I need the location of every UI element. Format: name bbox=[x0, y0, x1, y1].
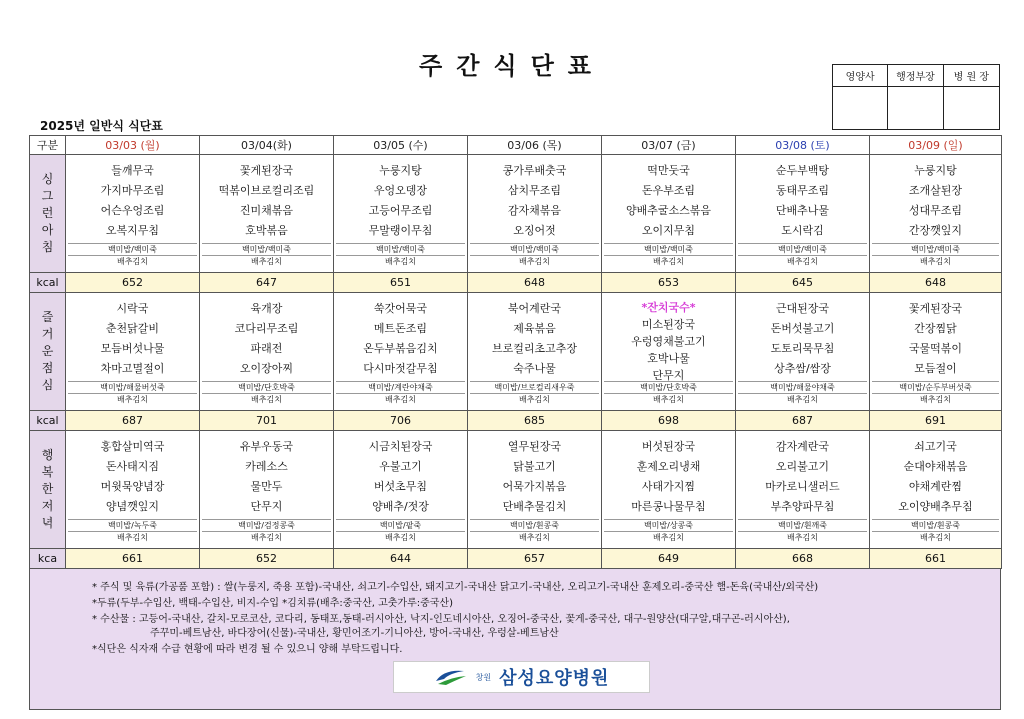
meal-row bbox=[30, 293, 1002, 411]
kcal-value: 649 bbox=[602, 549, 736, 569]
menu-rice-porridge: 백미밥/백미죽 bbox=[738, 243, 867, 255]
menu-rice-porridge: 백미밥/흰콩죽 bbox=[470, 519, 599, 531]
menu-item: 돈우부조림 bbox=[641, 184, 696, 197]
meal-label-char: 즐 bbox=[41, 310, 54, 324]
menu-rice-porridge: 백미밥/녹두죽 bbox=[68, 519, 197, 531]
menu-item: 쇠고기국 bbox=[914, 440, 957, 453]
menu-item: 북어계란국 bbox=[507, 302, 562, 315]
note-line: *식단은 식자재 수급 현황에 따라 변경 될 수 있으니 양해 부탁드립니다. bbox=[92, 644, 403, 655]
approval-director: 병 원 장 bbox=[944, 65, 999, 87]
menu-item: 오이장아찌 bbox=[239, 362, 294, 375]
menu-kimchi: 배추김치 bbox=[202, 531, 331, 543]
menu-item: 양념깻잎지 bbox=[105, 500, 160, 513]
menu-rice-porridge: 백미밥/흰깨죽 bbox=[738, 519, 867, 531]
menu-item: 마른콩나물무침 bbox=[631, 500, 706, 513]
menu-item: 돈버섯불고기 bbox=[770, 322, 835, 335]
menu-item: 순두부백탕 bbox=[775, 164, 830, 177]
menu-item: 진미채볶음 bbox=[239, 204, 294, 217]
menu-item: 마카로니샐러드 bbox=[765, 480, 840, 493]
meal-label-char: 운 bbox=[41, 344, 54, 358]
menu-item: 육개장 bbox=[250, 302, 283, 315]
menu-item: 훈제오리냉채 bbox=[636, 460, 701, 473]
kcal-value: 661 bbox=[66, 549, 200, 569]
kcal-value: 691 bbox=[870, 411, 1002, 431]
menu-item: 감자계란국 bbox=[775, 440, 830, 453]
page-title: 주간식단표 bbox=[419, 52, 605, 80]
menu-item: 열무된장국 bbox=[507, 440, 562, 453]
menu-rice-porridge: 백미밥/백미죽 bbox=[872, 243, 999, 255]
menu-kimchi: 배추김치 bbox=[68, 255, 197, 267]
menu-item: 꽃게된장국 bbox=[908, 302, 963, 315]
kcal-value: 652 bbox=[200, 549, 334, 569]
meal-label-char: 침 bbox=[41, 240, 54, 254]
menu-cell bbox=[66, 155, 200, 273]
menu-kimchi: 배추김치 bbox=[470, 531, 599, 543]
menu-item: 들깨무국 bbox=[111, 164, 154, 177]
menu-rice-porridge: 백미밥/백미죽 bbox=[336, 243, 465, 255]
menu-item: 국물떡볶이 bbox=[908, 342, 963, 355]
day-thu: 03/06 (목) bbox=[468, 136, 602, 155]
menu-cell bbox=[334, 155, 468, 273]
day-fri: 03/07 (금) bbox=[602, 136, 736, 155]
kcal-value: 701 bbox=[200, 411, 334, 431]
menu-rice-porridge: 백미밥/상콩죽 bbox=[604, 519, 733, 531]
menu-cell bbox=[736, 431, 870, 549]
menu-item: 온두부볶음김치 bbox=[363, 342, 438, 355]
meal-label bbox=[30, 431, 66, 549]
menu-item: 카레소스 bbox=[245, 460, 288, 473]
menu-cell bbox=[200, 293, 334, 411]
menu-item: 성대무조림 bbox=[908, 204, 963, 217]
menu-item: 쑥갓어묵국 bbox=[373, 302, 428, 315]
menu-item: 춘천닭갈비 bbox=[105, 322, 160, 335]
menu-cell bbox=[200, 155, 334, 273]
menu-item: 도토리묵무침 bbox=[770, 342, 835, 355]
approval-dietitian: 영양사 bbox=[833, 65, 888, 87]
menu-item: 돈사태지짐 bbox=[105, 460, 160, 473]
menu-item: 가지마무조림 bbox=[100, 184, 165, 197]
menu-kimchi: 배추김치 bbox=[604, 531, 733, 543]
menu-kimchi: 배추김치 bbox=[604, 255, 733, 267]
kcal-value: 651 bbox=[334, 273, 468, 293]
meal-label-char: 한 bbox=[41, 482, 54, 496]
menu-subtitle: 2025년 일반식 식단표 bbox=[40, 119, 163, 133]
meal-label-char: 점 bbox=[41, 361, 54, 375]
menu-item: 시금치된장국 bbox=[368, 440, 433, 453]
menu-cell bbox=[468, 155, 602, 273]
menu-kimchi: 배추김치 bbox=[202, 393, 331, 405]
menu-kimchi: 배추김치 bbox=[68, 393, 197, 405]
menu-item: 어묵가지볶음 bbox=[502, 480, 567, 493]
kcal-value: 698 bbox=[602, 411, 736, 431]
menu-rice-porridge: 백미밥/백미죽 bbox=[202, 243, 331, 255]
menu-item: 누룽지탕 bbox=[914, 164, 957, 177]
menu-kimchi: 배추김치 bbox=[872, 393, 999, 405]
approval-sign-2 bbox=[888, 87, 943, 129]
menu-item: 닭불고기 bbox=[513, 460, 556, 473]
menu-item: 차마고멸절이 bbox=[100, 362, 165, 375]
menu-cell bbox=[66, 431, 200, 549]
meal-label-char: 아 bbox=[41, 223, 54, 237]
menu-item: 떡볶이브로컬리조림 bbox=[218, 184, 315, 197]
kcal-row bbox=[30, 549, 1002, 569]
hospital-logo bbox=[393, 661, 650, 693]
menu-rice-porridge: 백미밥/흰콩죽 bbox=[872, 519, 999, 531]
approval-sign-1 bbox=[833, 87, 888, 129]
menu-cell bbox=[870, 293, 1002, 411]
menu-item: 숙주나물 bbox=[513, 362, 556, 375]
menu-rice-porridge: 백미밥/백미죽 bbox=[470, 243, 599, 255]
menu-item: 홍합살미역국 bbox=[100, 440, 165, 453]
kcal-label: kcal bbox=[30, 411, 66, 431]
header-label: 구분 bbox=[30, 136, 66, 155]
menu-item: 콩가루배춧국 bbox=[502, 164, 567, 177]
menu-item: 오복지무침 bbox=[105, 224, 160, 237]
kcal-value: 687 bbox=[66, 411, 200, 431]
meal-label-char: 행 bbox=[41, 448, 54, 462]
menu-item: 모듬절이 bbox=[914, 362, 957, 375]
menu-kimchi: 배추김치 bbox=[470, 393, 599, 405]
logo-name: 삼성요양병원 bbox=[499, 668, 610, 689]
menu-kimchi: 배추김치 bbox=[872, 255, 999, 267]
kcal-value: 652 bbox=[66, 273, 200, 293]
menu-cell bbox=[334, 431, 468, 549]
menu-item: *잔치국수* bbox=[641, 301, 696, 314]
menu-rice-porridge: 백미밥/팥죽 bbox=[336, 519, 465, 531]
day-sat: 03/08 (토) bbox=[736, 136, 870, 155]
menu-cell bbox=[334, 293, 468, 411]
kcal-row bbox=[30, 411, 1002, 431]
kcal-value: 648 bbox=[468, 273, 602, 293]
menu-rice-porridge: 백미밥/백미죽 bbox=[604, 243, 733, 255]
menu-item: 오징어젓 bbox=[513, 224, 556, 237]
logo-mark-icon bbox=[434, 667, 468, 687]
menu-item: 우불고기 bbox=[379, 460, 422, 473]
menu-item: 유부우동국 bbox=[239, 440, 294, 453]
kcal-row bbox=[30, 273, 1002, 293]
kcal-label: kcal bbox=[30, 273, 66, 293]
menu-kimchi: 배추김치 bbox=[336, 531, 465, 543]
menu-item: 파래전 bbox=[250, 342, 283, 355]
menu-kimchi: 배추김치 bbox=[738, 255, 867, 267]
menu-item: 단배추물김치 bbox=[502, 500, 567, 513]
kcal-value: 648 bbox=[870, 273, 1002, 293]
menu-cell bbox=[736, 155, 870, 273]
menu-item: 단무지 bbox=[250, 500, 283, 513]
menu-item: 어슨우엉조림 bbox=[100, 204, 165, 217]
header-row bbox=[30, 136, 1002, 155]
kcal-value: 657 bbox=[468, 549, 602, 569]
kcal-value: 685 bbox=[468, 411, 602, 431]
menu-rice-porridge: 백미밥/단호박죽 bbox=[604, 381, 733, 393]
menu-rice-porridge: 백미밥/브로컬리새우죽 bbox=[470, 381, 599, 393]
menu-cell bbox=[602, 293, 736, 411]
menu-item: 미소된장국 bbox=[641, 318, 696, 331]
menu-item: 간장깻잎지 bbox=[908, 224, 963, 237]
menu-item: 호박볶음 bbox=[245, 224, 288, 237]
menu-item: 오리불고기 bbox=[775, 460, 830, 473]
menu-kimchi: 배추김치 bbox=[470, 255, 599, 267]
menu-cell bbox=[602, 155, 736, 273]
menu-item: 동태무조림 bbox=[775, 184, 830, 197]
menu-item: 삼치무조림 bbox=[507, 184, 562, 197]
kcal-label: kca bbox=[30, 549, 66, 569]
note-line: *두류(두부-수입산, 백태-수입산, 비지-수입 *김치류(배추:중국산, 고춧가루:중국산) bbox=[92, 598, 453, 609]
meal-row bbox=[30, 155, 1002, 273]
menu-item: 도시락김 bbox=[781, 224, 824, 237]
approval-sign-3 bbox=[944, 87, 999, 129]
menu-item: 버섯된장국 bbox=[641, 440, 696, 453]
approval-box bbox=[832, 64, 1000, 130]
menu-item: 간장찜닭 bbox=[914, 322, 957, 335]
menu-cell bbox=[736, 293, 870, 411]
kcal-value: 661 bbox=[870, 549, 1002, 569]
menu-cell bbox=[870, 431, 1002, 549]
menu-rice-porridge: 백미밥/순두부버섯죽 bbox=[872, 381, 999, 393]
menu-kimchi: 배추김치 bbox=[604, 393, 733, 405]
menu-item: 꽃게된장국 bbox=[239, 164, 294, 177]
menu-item: 호박나물 bbox=[647, 352, 690, 365]
note-line: 주꾸미-베트남산, 바다장어(신물)-국내산, 황민어조기-기니아산, 방어-국내산, 우렁살-베트남산 bbox=[150, 628, 559, 639]
menu-kimchi: 배추김치 bbox=[202, 255, 331, 267]
menu-kimchi: 배추김치 bbox=[738, 531, 867, 543]
menu-cell bbox=[468, 293, 602, 411]
menu-item: 양배추굴소스볶음 bbox=[625, 204, 711, 217]
menu-item: 모듬버섯나물 bbox=[100, 342, 165, 355]
menu-item: 메트돈조림 bbox=[373, 322, 428, 335]
meal-label-char: 싱 bbox=[41, 172, 54, 186]
menu-cell bbox=[602, 431, 736, 549]
menu-cell bbox=[870, 155, 1002, 273]
menu-item: 근대된장국 bbox=[775, 302, 830, 315]
day-tue: 03/04(화) bbox=[200, 136, 334, 155]
approval-admin: 행정부장 bbox=[888, 65, 943, 87]
kcal-value: 668 bbox=[736, 549, 870, 569]
logo-prefix: 창원 bbox=[475, 672, 492, 682]
menu-item: 우엉오뎅장 bbox=[373, 184, 428, 197]
menu-item: 물만두 bbox=[250, 480, 283, 493]
menu-item: 브로컬리초고추장 bbox=[491, 342, 577, 355]
menu-rice-porridge: 백미밥/해물버섯죽 bbox=[68, 381, 197, 393]
menu-item: 우렁영채불고기 bbox=[631, 335, 706, 348]
meal-label-char: 런 bbox=[41, 206, 54, 220]
menu-table bbox=[29, 135, 1002, 569]
kcal-value: 645 bbox=[736, 273, 870, 293]
menu-item: 머윗묵양념장 bbox=[100, 480, 165, 493]
note-line: * 주식 및 육류(가공품 포함) : 쌀(누룽지, 죽용 포함)-국내산, 쇠고기-수입산, 돼지고기-국내산 닭고기-국내산, 오리고기-국내산 훈제오리-중국산 햄-돈육(국내산/외국산) bbox=[92, 582, 819, 593]
menu-cell bbox=[468, 431, 602, 549]
menu-rice-porridge: 백미밥/검정콩죽 bbox=[202, 519, 331, 531]
menu-item: 단무지 bbox=[652, 369, 685, 382]
menu-kimchi: 배추김치 bbox=[738, 393, 867, 405]
menu-item: 오이지무침 bbox=[641, 224, 696, 237]
kcal-value: 706 bbox=[334, 411, 468, 431]
meal-label-char: 녁 bbox=[41, 516, 54, 530]
menu-kimchi: 배추김치 bbox=[68, 531, 197, 543]
meal-label bbox=[30, 155, 66, 273]
menu-item: 제육볶음 bbox=[513, 322, 556, 335]
menu-item: 누룽지탕 bbox=[379, 164, 422, 177]
menu-item: 상추쌈/쌈장 bbox=[774, 362, 831, 375]
menu-item: 고등어무조림 bbox=[368, 204, 433, 217]
note-line: * 수산물 : 고등어-국내산, 갈치-모로코산, 코다리, 동태포,동태-러시아산, 낙지-인도네시아산, 오징어-중국산, 꽃게-중국산, 대구-원양산(대구알,대구곤-러시아산), bbox=[92, 614, 790, 625]
meal-row bbox=[30, 431, 1002, 549]
menu-item: 버섯초무침 bbox=[373, 480, 428, 493]
menu-cell bbox=[200, 431, 334, 549]
menu-rice-porridge: 백미밥/계란야채죽 bbox=[336, 381, 465, 393]
menu-item: 무말랭이무침 bbox=[368, 224, 433, 237]
meal-label-char: 거 bbox=[41, 327, 54, 341]
menu-rice-porridge: 백미밥/단호박죽 bbox=[202, 381, 331, 393]
menu-sheet bbox=[29, 135, 1001, 710]
menu-item: 다시마젓갈무침 bbox=[363, 362, 438, 375]
menu-item: 감자채볶음 bbox=[507, 204, 562, 217]
menu-item: 코다리무조림 bbox=[234, 322, 299, 335]
menu-kimchi: 배추김치 bbox=[336, 393, 465, 405]
menu-item: 오이양배추무침 bbox=[898, 500, 973, 513]
meal-label-char: 저 bbox=[41, 499, 54, 513]
day-wed: 03/05 (수) bbox=[334, 136, 468, 155]
menu-item: 사태가지찜 bbox=[641, 480, 696, 493]
menu-item: 시락국 bbox=[116, 302, 149, 315]
menu-rice-porridge: 백미밥/백미죽 bbox=[68, 243, 197, 255]
meal-label-char: 복 bbox=[41, 465, 54, 479]
kcal-value: 653 bbox=[602, 273, 736, 293]
menu-kimchi: 배추김치 bbox=[336, 255, 465, 267]
meal-label-char: 심 bbox=[41, 378, 54, 392]
kcal-value: 687 bbox=[736, 411, 870, 431]
menu-item: 양배추/젓장 bbox=[372, 500, 429, 513]
kcal-value: 644 bbox=[334, 549, 468, 569]
menu-item: 조개살된장 bbox=[908, 184, 963, 197]
menu-item: 순대야채볶음 bbox=[903, 460, 968, 473]
menu-item: 떡만둣국 bbox=[647, 164, 690, 177]
menu-item: 부추양파무침 bbox=[770, 500, 835, 513]
menu-cell bbox=[66, 293, 200, 411]
kcal-value: 647 bbox=[200, 273, 334, 293]
day-sun: 03/09 (일) bbox=[870, 136, 1002, 155]
meal-label bbox=[30, 293, 66, 411]
menu-rice-porridge: 백미밥/해물야채죽 bbox=[738, 381, 867, 393]
meal-label-char: 그 bbox=[41, 189, 54, 203]
menu-item: 단배추나물 bbox=[775, 204, 830, 217]
menu-kimchi: 배추김치 bbox=[872, 531, 999, 543]
menu-item: 야채계란찜 bbox=[908, 480, 963, 493]
day-mon: 03/03 (월) bbox=[66, 136, 200, 155]
